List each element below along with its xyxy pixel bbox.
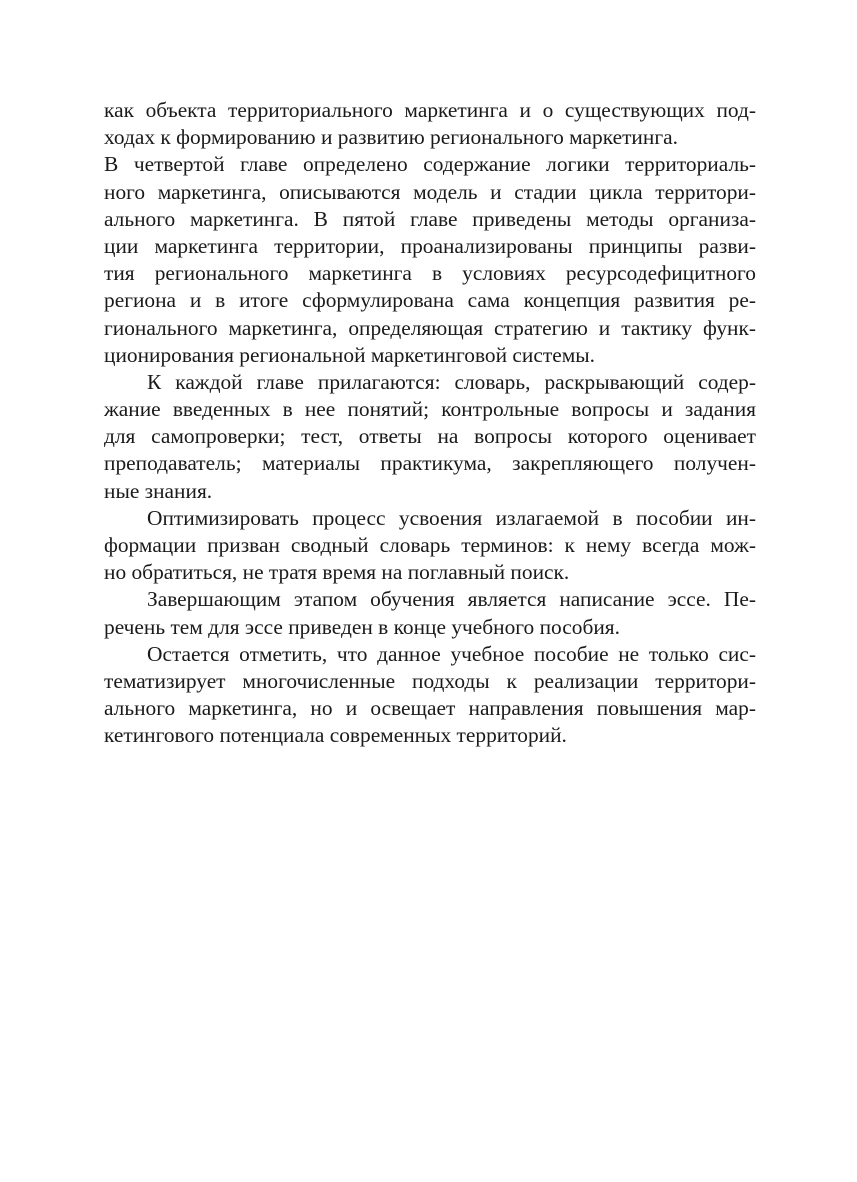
text-line: но обратиться, не тратя время на поглавный поиск.: [104, 560, 570, 585]
paragraph-5: [104, 641, 756, 750]
text-line: кетингового потенциала современных территорий.: [104, 723, 567, 748]
text-line: Завершающим этапом обучения является написание эссе. Пе-: [147, 587, 756, 612]
text-line: как объекта территориального маркетинга и о существующих под-: [104, 98, 756, 122]
text-line: К каждой главе прилагаются: словарь, раскрывающий содер-: [147, 369, 756, 394]
text-line: гионального маркетинга, определяющая стратегию и тактику функ-: [104, 315, 756, 340]
text-line: ального маркетинга, но и освещает направления повышения мар-: [104, 696, 756, 721]
text-line: ального маркетинга. В пятой главе приведены методы организа-: [104, 206, 756, 231]
text-line: региона и в итоге сформулирована сама концепция развития ре-: [104, 288, 756, 313]
text-line: формации призван сводный словарь терминов: к нему всегда мож-: [104, 533, 756, 557]
text-line: В четвертой главе определено содержание логики территориаль-: [104, 152, 756, 177]
paragraph-3: [104, 505, 756, 587]
text-line: ходах к формированию и развитию регионального маркетинга.: [104, 125, 678, 150]
text-line: ции маркетинга территории, проанализированы принципы разви-: [104, 233, 756, 258]
paragraph-4: [104, 586, 756, 640]
body-text: [104, 97, 756, 750]
text-line: речень тем для эссе приведен в конце учебного пособия.: [104, 614, 620, 639]
text-line: тематизирует многочисленные подходы к реализации территори-: [104, 668, 756, 693]
text-line: тия регионального маркетинга в условиях ресурсодефицитного: [104, 261, 756, 286]
text-line: Оптимизировать процесс усвоения излагаемой в пособии ин-: [147, 505, 756, 530]
text-line: ные знания.: [104, 478, 213, 503]
text-line: жание введенных в нее понятий; контрольные вопросы и задания: [104, 397, 756, 422]
text-line: преподаватель; материалы практикума, закрепляющего получен-: [104, 451, 756, 476]
text-line: Остается отметить, что данное учебное пособие не только сис-: [147, 641, 756, 666]
paragraph-1: [104, 97, 756, 369]
paragraph-2: [104, 369, 756, 505]
text-line: для самопроверки; тест, ответы на вопросы которого оценивает: [104, 424, 756, 449]
text-line: ного маркетинга, описываются модель и стадии цикла территори-: [104, 179, 756, 204]
text-line: ционирования региональной маркетинговой системы.: [104, 342, 595, 367]
